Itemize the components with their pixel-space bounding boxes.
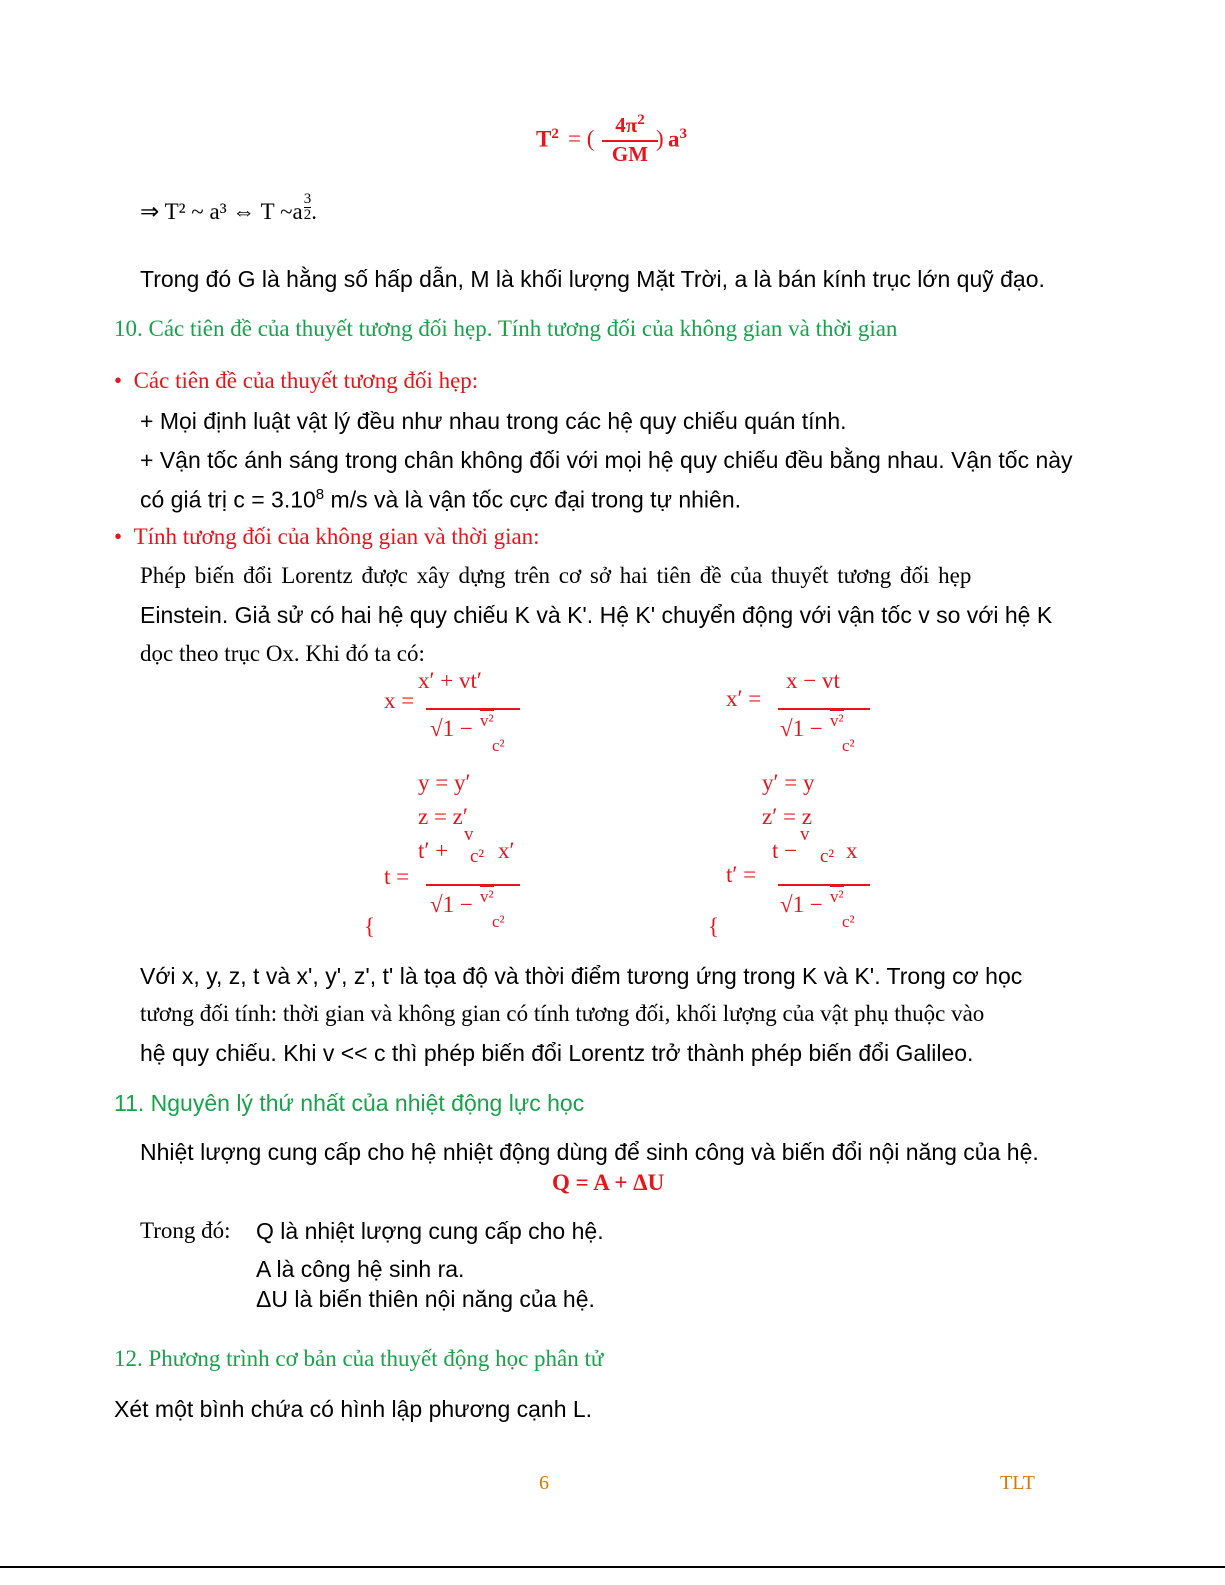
right-x-lhs: x′ = xyxy=(726,686,762,711)
left-brace: { xyxy=(364,914,376,939)
postulate-1: + Mọi định luật vật lý đều như nhau trong các hệ quy chiếu quán tính. xyxy=(140,408,847,434)
section-11-heading: 11. Nguyên lý thứ nhất của nhiệt động lực học xyxy=(114,1090,585,1116)
left-t-numerator: t′ + xyxy=(418,838,449,863)
bullet-relativity-title: • Tính tương đối của không gian và thời gian: xyxy=(114,524,540,549)
where-label: Trong đó: xyxy=(140,1218,231,1243)
right-y: y′ = y xyxy=(762,770,815,795)
right-x-numerator: x − vt xyxy=(786,668,840,693)
lorentz-paragraph-line-2: Einstein. Giả sử có hai hệ quy chiếu K và K'. Hệ K' chuyển động với vận tốc v so với hệ K xyxy=(140,602,1053,628)
left-t-fraction-bar xyxy=(426,884,520,886)
left-t-lhs: t = xyxy=(384,864,410,889)
kepler-formula-eq: = ( xyxy=(568,126,595,151)
bullet-dot: • xyxy=(114,368,134,393)
right-t-sqrt: √1 − v² c² xyxy=(780,887,855,931)
left-z: z = z′ xyxy=(418,804,468,829)
section-10-heading: 10. Các tiên đề của thuyết tương đối hẹp. Tính tương đối của không gian và thời gian xyxy=(114,316,898,341)
kepler-formula-T: $T^2$ xyxy=(536,126,559,152)
left-t-sqrt: √1 − v² c² xyxy=(430,887,505,931)
postulate-2-line-2: có giá trị $c = 3.10^8$ m/s và là vận tốc cực đại trong tự nhiên. xyxy=(140,486,742,513)
right-x-sqrt: √1 − v² c² xyxy=(780,711,855,755)
lorentz-paragraph-line-1: Phép biến đổi Lorentz được xây dựng trên cơ sở hai tiên đề của thuyết tương đối hẹp xyxy=(140,563,972,588)
where-q: Q là nhiệt lượng cung cấp cho hệ. xyxy=(256,1218,604,1244)
page-number: 6 xyxy=(539,1472,549,1494)
section-12-text: Xét một bình chứa có hình lập phương cạnh L. xyxy=(114,1396,593,1422)
kepler-formula-a: $a^3$ xyxy=(668,126,687,152)
lorentz-left-system xyxy=(360,666,540,946)
left-x-sqrt: √1 − v² c² xyxy=(430,711,505,755)
kepler-formula-close: ) xyxy=(656,126,664,151)
after-lorentz-line-1: Với x, y, z, t và x', y', z', t' là tọa độ và thời điểm tương ứng trong K và K'. Trong cơ học xyxy=(140,963,1023,989)
kepler-relation: ⇒ T² ~ a³ ⇔ T ~a $\frac{3}{2}$ . xyxy=(140,191,317,224)
left-x-lhs: x = xyxy=(384,688,415,713)
postulate-2-line-1: + Vận tốc ánh sáng trong chân không đối với mọi hệ quy chiếu đều bằng nhau. Vận tốc này xyxy=(140,447,1073,473)
left-t-xprime: x′ xyxy=(498,838,515,863)
left-x-fraction-bar xyxy=(426,708,520,710)
bottom-rule xyxy=(0,1566,1225,1568)
footer-label: TLT xyxy=(1000,1472,1035,1494)
left-t-c2: c² xyxy=(470,846,485,867)
after-lorentz-line-2: tương đối tính: thời gian và không gian có tính tương đối, khối lượng của vật phụ thuộc vào xyxy=(140,1001,985,1026)
right-t-fraction-bar xyxy=(778,884,870,886)
right-t-x: x xyxy=(846,838,858,863)
left-x-numerator: x′ + vt′ xyxy=(418,668,482,693)
after-lorentz-line-3: hệ quy chiếu. Khi v << c thì phép biến đổi Lorentz trở thành phép biến đổi Galileo. xyxy=(140,1040,974,1066)
lorentz-right-system xyxy=(704,666,894,946)
left-t-v: v xyxy=(464,824,474,845)
right-t-lhs: t′ = xyxy=(726,862,757,887)
right-t-c2: c² xyxy=(820,846,835,867)
bullet-postulates-title: • Các tiên đề của thuyết tương đối hẹp: xyxy=(114,368,479,393)
section-11-statement: Nhiệt lượng cung cấp cho hệ nhiệt động dùng để sinh công và biến đổi nội năng của hệ. xyxy=(140,1139,1039,1165)
right-t-numerator: t − xyxy=(772,838,798,863)
right-brace: { xyxy=(708,914,720,939)
bullet-dot: • xyxy=(114,524,134,549)
lorentz-paragraph-line-3: dọc theo trục Ox. Khi đó ta có: xyxy=(140,641,425,666)
where-a: A là công hệ sinh ra. xyxy=(256,1256,465,1282)
right-z: z′ = z xyxy=(762,804,812,829)
kepler-note: Trong đó G là hằng số hấp dẫn, M là khối lượng Mặt Trời, a là bán kính trục lớn quỹ đạo. xyxy=(140,266,1045,292)
where-du: ΔU là biến thiên nội năng của hệ. xyxy=(256,1286,595,1312)
first-law-formula: Q = A + ΔU xyxy=(552,1170,665,1195)
section-12-heading: 12. Phương trình cơ bản của thuyết động học phân tử xyxy=(114,1346,604,1371)
right-x-fraction-bar xyxy=(778,708,870,710)
right-t-v: v xyxy=(800,824,810,845)
left-y: y = y′ xyxy=(418,770,471,795)
kepler-formula-fraction: $4\pi^2$ GM xyxy=(602,112,658,167)
